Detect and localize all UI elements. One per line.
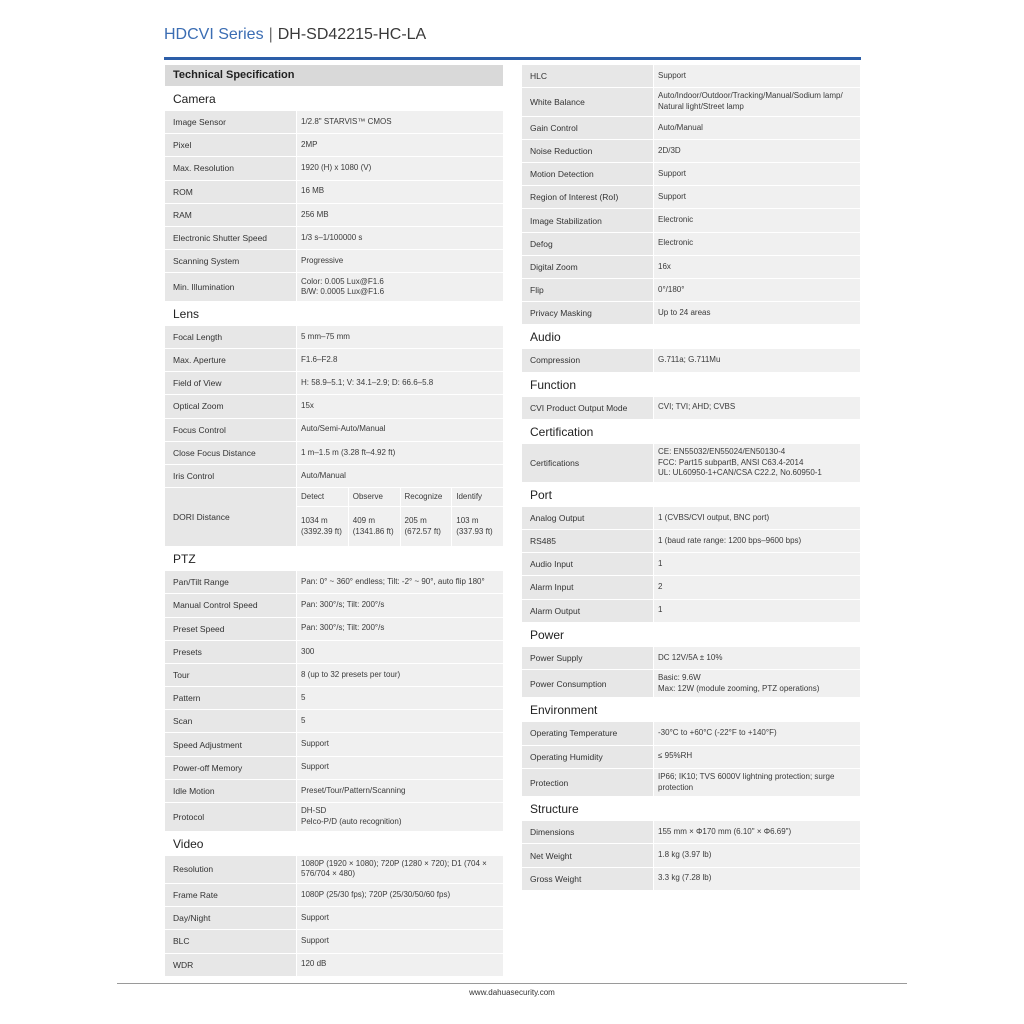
resolution-label: Resolution	[165, 856, 296, 884]
protection-value-line: protection	[658, 782, 694, 792]
focal-length-value-text: 5 mm–75 mm	[301, 331, 350, 341]
section-heading-port: Port	[530, 487, 553, 502]
focus-control-value-text: Auto/Semi-Auto/Manual	[301, 424, 386, 434]
scanning-system-label: Scanning System	[165, 250, 296, 272]
power-supply-value-text: DC 12V/5A ± 10%	[658, 652, 723, 662]
spec-row-protection	[522, 769, 860, 797]
spec-row-power-consumption	[522, 670, 860, 698]
section-heading-environment: Environment	[530, 703, 598, 718]
spec-row-iris-control	[165, 465, 503, 487]
footer-website: www.dahuasecurity.com	[469, 988, 555, 997]
image-stabilization-value	[654, 209, 860, 231]
defog-label: Defog	[522, 233, 653, 255]
section-heading-video: Video	[173, 836, 204, 851]
section-heading-power: Power	[530, 627, 565, 642]
image-stabilization-label: Image Stabilization	[522, 209, 653, 231]
spec-row-image-sensor	[165, 111, 503, 133]
certifications-value-line: CE: EN55032/EN55024/EN50130-4	[658, 447, 786, 456]
privacy-masking-value-text: Up to 24 areas	[658, 308, 711, 318]
gain-control-label: Gain Control	[522, 117, 653, 139]
spec-row-gain-control	[522, 117, 860, 139]
hlc-value-text: Support	[658, 70, 687, 80]
resolution-value	[297, 856, 503, 884]
rs485-value	[654, 530, 860, 552]
region-of-interest-roi-value	[654, 186, 860, 208]
rom-value-text: 16 MB	[301, 186, 325, 196]
speed-adjustment-value-text: Support	[301, 739, 330, 749]
defog-value	[654, 233, 860, 255]
section-heading-function: Function	[530, 377, 577, 392]
scan-value-text: 5	[301, 716, 306, 726]
optical-zoom-value	[297, 395, 503, 417]
idle-motion-value	[297, 780, 503, 802]
close-focus-distance-label: Close Focus Distance	[165, 442, 296, 464]
alarm-input-label: Alarm Input	[522, 576, 653, 598]
spec-title: Technical Specification	[165, 65, 503, 86]
spec-row-analog-output	[522, 507, 860, 529]
spec-row-electronic-shutter-speed	[165, 227, 503, 249]
scan-value	[297, 710, 503, 732]
section-heading-structure: Structure	[530, 802, 579, 817]
spec-row-focus-control	[165, 419, 503, 441]
spec-row-rom	[165, 181, 503, 203]
operating-humidity-value-text: ≤ 95%RH	[658, 751, 693, 761]
noise-reduction-label: Noise Reduction	[522, 140, 653, 162]
certifications-value	[654, 444, 860, 482]
max-aperture-label: Max. Aperture	[165, 349, 296, 371]
spec-row-frame-rate	[165, 884, 503, 906]
spec-row-manual-control-speed	[165, 594, 503, 616]
spec-row-gross-weight	[522, 868, 860, 890]
spec-row-dori-distance	[165, 488, 503, 546]
day-night-value	[297, 907, 503, 929]
min-illumination-value-line: Color: 0.005 Lux@F1.6	[301, 276, 384, 286]
white-balance-value-line: Natural light/Street lamp	[658, 101, 744, 111]
frame-rate-value-text: 1080P (25/30 fps); 720P (25/30/50/60 fps)	[301, 889, 451, 899]
max-aperture-value-text: F1.6–F2.8	[301, 354, 338, 364]
digital-zoom-value-text: 16x	[658, 261, 671, 271]
dori-header-identify: Identify	[452, 488, 503, 506]
spec-row-day-night	[165, 907, 503, 929]
spec-row-idle-motion	[165, 780, 503, 802]
wdr-value-text: 120 dB	[301, 959, 327, 969]
dori-value-line: (3392.39 ft)	[301, 526, 342, 536]
day-night-label: Day/Night	[165, 907, 296, 929]
gross-weight-value-text: 3.3 kg (7.28 lb)	[658, 873, 712, 883]
certifications-value-line: FCC: Part15 subpartB, ANSI C63.4-2014	[658, 457, 804, 467]
dimensions-value-text: 155 mm × Φ170 mm (6.10" × Φ6.69")	[658, 827, 792, 837]
rs485-label: RS485	[522, 530, 653, 552]
analog-output-value	[654, 507, 860, 529]
dori-value-line: 205 m	[404, 516, 427, 526]
optical-zoom-label: Optical Zoom	[165, 395, 296, 417]
spec-row-blc	[165, 930, 503, 952]
speed-adjustment-label: Speed Adjustment	[165, 733, 296, 755]
scanning-system-value	[297, 250, 503, 272]
dori-header-observe: Observe	[349, 488, 400, 506]
section-heading-ptz: PTZ	[173, 552, 196, 567]
white-balance-value-line: Auto/Indoor/Outdoor/Tracking/Manual/Sodium lamp/	[658, 91, 843, 101]
spec-row-alarm-input	[522, 576, 860, 598]
blc-value	[297, 930, 503, 952]
gross-weight-label: Gross Weight	[522, 868, 653, 890]
focal-length-value	[297, 326, 503, 348]
focal-length-label: Focal Length	[165, 326, 296, 348]
dori-value-detect	[297, 507, 348, 546]
spec-row-hlc	[522, 65, 860, 87]
focus-control-label: Focus Control	[165, 419, 296, 441]
spec-row-white-balance	[522, 88, 860, 116]
protection-value-line: IP66; IK10; TVS 6000V lightning protection; surge	[658, 772, 835, 781]
document-header	[164, 25, 426, 45]
noise-reduction-value	[654, 140, 860, 162]
frame-rate-label: Frame Rate	[165, 884, 296, 906]
white-balance-label: White Balance	[522, 88, 653, 116]
dori-value-line: (337.93 ft)	[456, 526, 493, 536]
certifications-value-line: UL: UL60950-1+CAN/CSA C22.2, No.60950-1	[658, 468, 822, 477]
spec-row-noise-reduction	[522, 140, 860, 162]
pattern-value-text: 5	[301, 692, 306, 702]
protection-label: Protection	[522, 769, 653, 797]
day-night-value-text: Support	[301, 913, 330, 923]
spec-row-field-of-view	[165, 372, 503, 394]
operating-temperature-value-text: -30°C to +60°C (-22°F to +140°F)	[658, 728, 777, 738]
speed-adjustment-value	[297, 733, 503, 755]
spec-row-audio-input	[522, 553, 860, 575]
ram-value-text: 256 MB	[301, 209, 329, 219]
manual-control-speed-value	[297, 594, 503, 616]
alarm-output-label: Alarm Output	[522, 600, 653, 622]
spec-row-power-supply	[522, 647, 860, 669]
presets-label: Presets	[165, 641, 296, 663]
operating-humidity-value	[654, 746, 860, 768]
dori-value-recognize	[401, 507, 452, 546]
image-stabilization-value-text: Electronic	[658, 215, 694, 225]
dori-header-row	[297, 488, 503, 506]
power-off-memory-label: Power-off Memory	[165, 757, 296, 779]
protection-value	[654, 769, 860, 797]
dimensions-value	[654, 821, 860, 843]
power-supply-value	[654, 647, 860, 669]
preset-speed-value-text: Pan: 300°/s; Tilt: 200°/s	[301, 623, 385, 633]
rom-label: ROM	[165, 181, 296, 203]
spec-row-speed-adjustment	[165, 733, 503, 755]
dori-value-line: (1341.86 ft)	[352, 526, 394, 536]
alarm-input-value	[654, 576, 860, 598]
model-number: DH-SD42215-HC-LA	[277, 26, 427, 43]
left-spec-column	[165, 65, 503, 977]
spec-row-max-resolution	[165, 157, 503, 179]
spec-row-image-stabilization	[522, 209, 860, 231]
net-weight-label: Net Weight	[522, 844, 653, 866]
cvi-product-output-mode-label: CVI Product Output Mode	[522, 397, 653, 419]
spec-row-presets	[165, 641, 503, 663]
spec-row-scanning-system	[165, 250, 503, 272]
dori-value-line: 1034 m	[301, 516, 328, 526]
net-weight-value-text: 1.8 kg (3.97 lb)	[658, 850, 712, 860]
power-consumption-value-line: Max: 12W (module zooming, PTZ operations)	[658, 683, 820, 693]
spec-row-focal-length	[165, 326, 503, 348]
spec-row-power-off-memory	[165, 757, 503, 779]
spec-row-protocol	[165, 803, 503, 831]
scanning-system-value-text: Progressive	[301, 255, 344, 265]
electronic-shutter-speed-label: Electronic Shutter Speed	[165, 227, 296, 249]
region-of-interest-roi-label: Region of Interest (RoI)	[522, 186, 653, 208]
flip-label: Flip	[522, 279, 653, 301]
pixel-label: Pixel	[165, 134, 296, 156]
electronic-shutter-speed-value-text: 1/3 s–1/100000 s	[301, 232, 363, 242]
spec-row-close-focus-distance	[165, 442, 503, 464]
spec-row-tour	[165, 664, 503, 686]
pan-tilt-range-value-text: Pan: 0° ~ 360° endless; Tilt: -2° ~ 90°, auto flip 180°	[301, 576, 485, 586]
gain-control-value	[654, 117, 860, 139]
alarm-input-value-text: 2	[658, 582, 663, 592]
presets-value-text: 300	[301, 646, 315, 656]
dori-value-observe	[349, 507, 400, 546]
gross-weight-value	[654, 868, 860, 890]
right-spec-column	[522, 65, 860, 891]
focus-control-value	[297, 419, 503, 441]
wdr-label: WDR	[165, 954, 296, 976]
pixel-value-text: 2MP	[301, 140, 318, 150]
dori-header-detect: Detect	[297, 488, 348, 506]
spec-row-wdr	[165, 954, 503, 976]
spec-row-pan-tilt-range	[165, 571, 503, 593]
cvi-product-output-mode-value-text: CVI; TVI; AHD; CVBS	[658, 402, 736, 412]
rs485-value-text: 1 (baud rate range: 1200 bps–9600 bps)	[658, 535, 802, 545]
spec-row-defog	[522, 233, 860, 255]
spec-row-certifications	[522, 444, 860, 482]
iris-control-label: Iris Control	[165, 465, 296, 487]
spec-row-flip	[522, 279, 860, 301]
frame-rate-value	[297, 884, 503, 906]
noise-reduction-value-text: 2D/3D	[658, 145, 681, 155]
resolution-value-line: 1080P (1920 × 1080); 720P (1280 × 720); D1 (704 ×	[301, 858, 487, 868]
dori-table	[297, 488, 503, 546]
alarm-output-value-text: 1	[658, 605, 663, 615]
pan-tilt-range-label: Pan/Tilt Range	[165, 571, 296, 593]
pixel-value	[297, 134, 503, 156]
wdr-value	[297, 954, 503, 976]
series-name: HDCVI Series	[164, 26, 264, 43]
footer-rule	[117, 983, 907, 984]
flip-value-text: 0°/180°	[658, 284, 685, 294]
field-of-view-label: Field of View	[165, 372, 296, 394]
power-consumption-value-line: Basic: 9.6W	[658, 673, 701, 683]
protocol-value-line: DH-SD	[301, 806, 327, 816]
certifications-label: Certifications	[522, 444, 653, 482]
dori-header-recognize: Recognize	[401, 488, 452, 506]
hlc-value	[654, 65, 860, 87]
section-heading-lens: Lens	[173, 306, 200, 321]
spec-row-alarm-output	[522, 600, 860, 622]
idle-motion-label: Idle Motion	[165, 780, 296, 802]
image-sensor-value-text: 1/2.8" STARVIS™ CMOS	[301, 116, 392, 126]
section-heading-camera: Camera	[173, 92, 216, 106]
dimensions-label: Dimensions	[522, 821, 653, 843]
compression-value-text: G.711a; G.711Mu	[658, 355, 721, 365]
net-weight-value	[654, 844, 860, 866]
motion-detection-label: Motion Detection	[522, 163, 653, 185]
spec-row-region-of-interest-roi	[522, 186, 860, 208]
rom-value	[297, 181, 503, 203]
spec-row-resolution	[165, 856, 503, 884]
dori-value-row	[297, 507, 503, 546]
spec-row-pattern	[165, 687, 503, 709]
dori-value-line: 103 m	[456, 516, 479, 526]
resolution-value-line: 576/704 × 480)	[301, 869, 356, 879]
spec-row-ram	[165, 204, 503, 226]
ram-label: RAM	[165, 204, 296, 226]
dori-value-identify	[452, 507, 503, 546]
scan-label: Scan	[165, 710, 296, 732]
compression-label: Compression	[522, 349, 653, 371]
analog-output-label: Analog Output	[522, 507, 653, 529]
pan-tilt-range-value	[297, 571, 503, 593]
privacy-masking-label: Privacy Masking	[522, 302, 653, 324]
dori-value-line: (672.57 ft)	[404, 526, 441, 536]
tour-label: Tour	[165, 664, 296, 686]
alarm-output-value	[654, 600, 860, 622]
spec-row-net-weight	[522, 844, 860, 866]
spec-row-optical-zoom	[165, 395, 503, 417]
white-balance-value	[654, 88, 860, 116]
protocol-label: Protocol	[165, 803, 296, 831]
digital-zoom-value	[654, 256, 860, 278]
blc-value-text: Support	[301, 936, 330, 946]
spec-row-max-aperture	[165, 349, 503, 371]
pattern-label: Pattern	[165, 687, 296, 709]
spec-row-preset-speed	[165, 618, 503, 640]
image-sensor-value	[297, 111, 503, 133]
pattern-value	[297, 687, 503, 709]
compression-value	[654, 349, 860, 371]
image-sensor-label: Image Sensor	[165, 111, 296, 133]
digital-zoom-label: Digital Zoom	[522, 256, 653, 278]
motion-detection-value-text: Support	[658, 168, 687, 178]
min-illumination-label: Min. Illumination	[165, 273, 296, 301]
optical-zoom-value-text: 15x	[301, 401, 314, 411]
max-resolution-value-text: 1920 (H) x 1080 (V)	[301, 163, 372, 173]
power-supply-label: Power Supply	[522, 647, 653, 669]
spec-row-pixel	[165, 134, 503, 156]
field-of-view-value	[297, 372, 503, 394]
defog-value-text: Electronic	[658, 238, 694, 248]
spec-row-motion-detection	[522, 163, 860, 185]
audio-input-label: Audio Input	[522, 553, 653, 575]
analog-output-value-text: 1 (CVBS/CVI output, BNC port)	[658, 512, 770, 522]
flip-value	[654, 279, 860, 301]
dori-distance-label: DORI Distance	[165, 488, 296, 546]
protocol-value	[297, 803, 503, 831]
motion-detection-value	[654, 163, 860, 185]
ram-value	[297, 204, 503, 226]
protocol-value-line: Pelco-P/D (auto recognition)	[301, 816, 402, 826]
spec-row-dimensions	[522, 821, 860, 843]
cvi-product-output-mode-value	[654, 397, 860, 419]
operating-temperature-value	[654, 722, 860, 744]
electronic-shutter-speed-value	[297, 227, 503, 249]
spec-row-compression	[522, 349, 860, 371]
header-separator: |	[268, 26, 273, 43]
field-of-view-value-text: H: 58.9–5.1; V: 34.1–2.9; D: 66.6–5.8	[301, 378, 434, 388]
section-heading-certification: Certification	[530, 424, 594, 439]
hlc-label: HLC	[522, 65, 653, 87]
close-focus-distance-value-text: 1 m–1.5 m (3.28 ft–4.92 ft)	[301, 447, 396, 457]
spec-row-min-illumination	[165, 273, 503, 301]
spec-row-operating-temperature	[522, 722, 860, 744]
spec-row-cvi-product-output-mode	[522, 397, 860, 419]
spec-row-rs485	[522, 530, 860, 552]
audio-input-value	[654, 553, 860, 575]
operating-humidity-label: Operating Humidity	[522, 746, 653, 768]
audio-input-value-text: 1	[658, 558, 663, 568]
max-resolution-label: Max. Resolution	[165, 157, 296, 179]
idle-motion-value-text: Preset/Tour/Pattern/Scanning	[301, 785, 406, 795]
close-focus-distance-value	[297, 442, 503, 464]
power-off-memory-value	[297, 757, 503, 779]
power-consumption-label: Power Consumption	[522, 670, 653, 698]
spec-row-operating-humidity	[522, 746, 860, 768]
header-rule	[164, 57, 861, 60]
blc-label: BLC	[165, 930, 296, 952]
tour-value-text: 8 (up to 32 presets per tour)	[301, 669, 401, 679]
section-heading-audio: Audio	[530, 330, 561, 345]
min-illumination-value-line: B/W: 0.0005 Lux@F1.6	[301, 287, 385, 297]
manual-control-speed-value-text: Pan: 300°/s; Tilt: 200°/s	[301, 600, 385, 610]
iris-control-value-text: Auto/Manual	[301, 470, 346, 480]
power-off-memory-value-text: Support	[301, 762, 330, 772]
spec-row-privacy-masking	[522, 302, 860, 324]
preset-speed-value	[297, 618, 503, 640]
privacy-masking-value	[654, 302, 860, 324]
gain-control-value-text: Auto/Manual	[658, 122, 703, 132]
spec-row-scan	[165, 710, 503, 732]
spec-row-digital-zoom	[522, 256, 860, 278]
preset-speed-label: Preset Speed	[165, 618, 296, 640]
tour-value	[297, 664, 503, 686]
presets-value	[297, 641, 503, 663]
min-illumination-value	[297, 273, 503, 301]
dori-value-line: 409 m	[352, 516, 375, 526]
manual-control-speed-label: Manual Control Speed	[165, 594, 296, 616]
region-of-interest-roi-value-text: Support	[658, 192, 687, 202]
iris-control-value	[297, 465, 503, 487]
max-aperture-value	[297, 349, 503, 371]
operating-temperature-label: Operating Temperature	[522, 722, 653, 744]
power-consumption-value	[654, 670, 860, 698]
max-resolution-value	[297, 157, 503, 179]
